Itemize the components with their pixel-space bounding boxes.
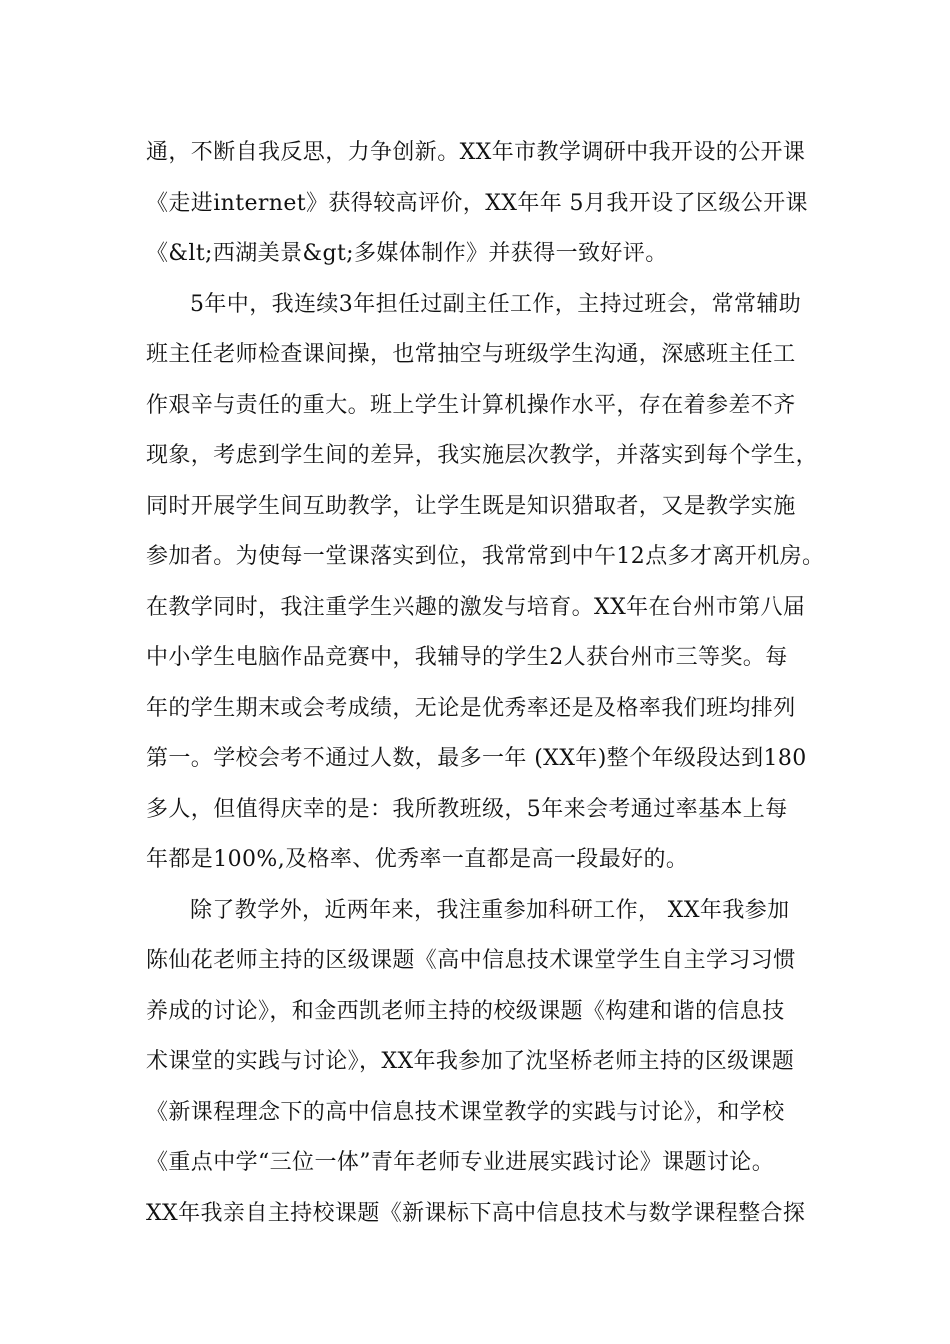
text-line: 通，不断自我反思，力争创新。XX年市教学调研中我开设的公开课 bbox=[146, 140, 806, 165]
text-line: 年都是100%,及格率、优秀率一直都是高一段最好的。 bbox=[146, 847, 689, 872]
paragraph-first-line: 5年中，我连续3年担任过副主任工作，主持过班会，常常辅助 bbox=[190, 291, 802, 317]
text-line: 《走进internet》获得较高评价，XX年年 5月我开设了区级公开课 bbox=[146, 190, 808, 216]
text-line: 第一。学校会考不通过人数，最多一年 (XX年)整个年级段达到180 bbox=[146, 746, 807, 771]
text-line: 同时开展学生间互助教学，让学生既是知识猎取者，又是教学实施 bbox=[146, 493, 796, 519]
text-line: XX年我亲自主持校课题《新课标下高中信息技术与数学课程整合探 bbox=[146, 1200, 806, 1226]
text-line: 年的学生期末或会考成绩，无论是优秀率还是及格率我们班均排列 bbox=[146, 695, 796, 721]
text-line: 中小学生电脑作品竞赛中，我辅导的学生2人获台州市三等奖。每 bbox=[146, 645, 788, 670]
text-line: 养成的讨论》，和金西凯老师主持的校级课题《构建和谐的信息技 bbox=[146, 998, 785, 1024]
text-line: 在教学同时，我注重学生兴趣的激发与培育。XX年在台州市第八届 bbox=[146, 594, 806, 620]
text-line: 现象，考虑到学生间的差异，我实施层次教学，并落实到每个学生， bbox=[146, 443, 819, 468]
text-line: 班主任老师检查课间操，也常抽空与班级学生沟通，深感班主任工 bbox=[146, 342, 796, 367]
text-line: 《&lt;西湖美景&gt;多媒体制作》并获得一致好评。 bbox=[146, 241, 668, 266]
document-body bbox=[146, 128, 826, 1239]
text-line: 《重点中学“三位一体”青年老师专业进展实践讨论》课题讨论。 bbox=[146, 1150, 775, 1175]
paragraph-first-line: 除了教学外，近两年来，我注重参加科研工作， XX年我参加 bbox=[190, 897, 790, 923]
text-line: 作艰辛与责任的重大。班上学生计算机操作水平，存在着参差不齐 bbox=[146, 392, 796, 418]
text-line: 术课堂的实践与讨论》，XX年我参加了沈坚桥老师主持的区级课题 bbox=[146, 1049, 795, 1074]
text-line: 《新课程理念下的高中信息技术课堂教学的实践与讨论》，和学校 bbox=[146, 1099, 785, 1125]
text-line: 陈仙花老师主持的区级课题《高中信息技术课堂学生自主学习习惯 bbox=[146, 948, 796, 973]
text-line: 参加者。为使每一堂课落实到位，我常常到中午12点多才离开机房。 bbox=[146, 544, 825, 569]
text-line: 多人，但值得庆幸的是：我所教班级，5年来会考通过率基本上每 bbox=[146, 796, 788, 822]
